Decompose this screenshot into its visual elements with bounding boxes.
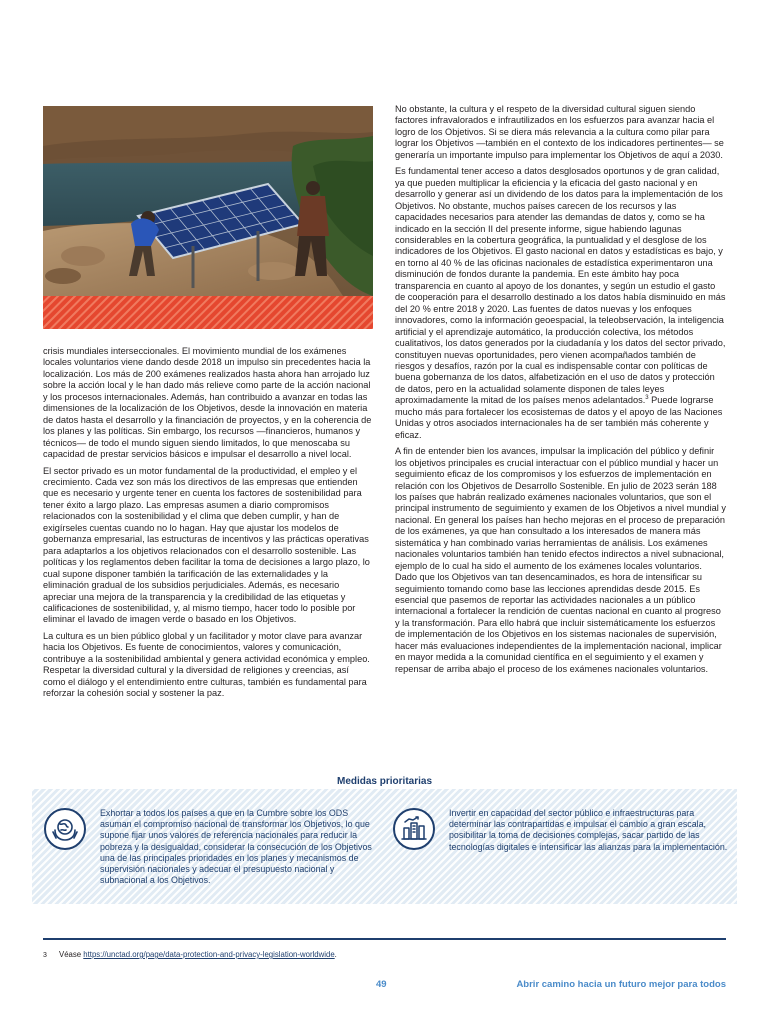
footnote-prefix: Véase	[59, 950, 84, 959]
globe-hands-icon	[44, 808, 86, 850]
footnote-number: 3	[43, 952, 47, 959]
footnote-link[interactable]: https://unctad.org/page/data-protection-and-privacy-legislation-worldwide	[83, 950, 335, 959]
city-growth-icon	[393, 808, 435, 850]
page-number: 49	[376, 979, 387, 990]
paragraph: crisis mundiales interseccionales. El movimiento mundial de los exámenes locales voluntarios viene dando desde 2018 un impulso sin precedentes hacia la localización. Los más de 200 exámenes realizados hasta ahora han arrojado luz sobre la acción local y le han dado más relieve como parte de la acción nacional y los procesos internacionales. Además, han contribuido a avanzar en todas las dimensiones de la localización de los Objetivos, desde la innovación en materia de datos hasta el desarrollo y la financiación de proyectos, y en la coherencia de los planes y las políticas. Sin embargo, los recursos —financieros, humanos y técnicos— de todo el mundo siguen siendo limitados, lo que menoscaba su capacidad de prestar servicios básicos e impulsar el desarrollo a nivel local.	[43, 346, 372, 460]
paragraph-text: Es fundamental tener acceso a datos desglosados oportunos y de gran calidad, ya que pueden multiplicar la eficiencia y la eficacia del gasto nacional y en desarrollo y generar así un dividendo de los datos para la implementación de los Objetivos. No obstante, muchos países carecen de los recursos y las capacidades necesarios para atender las demandas de datos y, como se ha indicado en la sección II del presente informe, sigue habiendo lagunas considerables en la cobertura geográfica, la puntualidad y el desglose de los indicadores de los Objetivos. El gasto nacional en datos y estadísticas es bajo, y en torno al 40 % de las oficinas nacionales de estadística experimentaron una disminución de fondos durante la pandemia. En este ámbito hay poca transparencia en cuanto al apoyo de los donantes, y según un estudio el gasto de cooperación para el desarrollo destinado a los datos había disminuido en más del 20 % entre 2018 y 2020. Las fuentes de datos nuevas y los enfoques innovadores, como la información geoespacial, la teleobservación, la inteligencia artificial y el aprendizaje automático, la producción colectiva, los métodos cualitativos, los datos generados por la ciudadanía y los datos del sector privado, constituyen nuevas oportunidades, pero vienen acompañados también de riesgos y desafíos, razón por la cual es indispensable contar con políticas de buena gobernanza de los datos, alfabetización en el uso de datos y protección de datos, pero en la actualidad solamente disponen de tales leyes aproximadamente la mitad de los países menos adelantados.	[395, 166, 726, 406]
priority-item	[393, 808, 734, 853]
paragraph: A fin de entender bien los avances, impulsar la implicación del público y definir los objetivos principales es crucial interactuar con el público mundial y hacer un seguimiento eficaz de los compromisos y los esfuerzos de implementación en relación con los Objetivos de Desarrollo Sostenible. En julio de 2023 serán 188 los países que habrán realizado exámenes nacionales voluntarios, que son el principal instrumento de seguimiento y examen de los Objetivos a nivel mundial y nacional. En general los países han hecho mejoras en el proceso de preparación de los exámenes, ya que han consultado a los interesados de manera más sistemática y han combinado varias herramientas de análisis. Los exámenes nacionales voluntarios también han tenido efectos indirectos a nivel subnacional, ejemplo de lo cual ha sido el aumento de los exámenes locales voluntarios. Dado que los Objetivos van tan desencaminados, es hora de intensificar su seguimiento tomando como base las lecciones aprendidas desde 2015. Es esencial que pasemos de reportar las actividades nacionales a un público internacional a fortalecer la rendición de cuentas nacional en cuanto al progreso y la transformación. Para ello habrá que incluir sistemáticamente los esfuerzos de implementación de los Objetivos en los sistemas nacionales de supervisión, hacer más evaluaciones independientes de la implementación nacional, implicar en mayor medida a la comunidad científica en el seguimiento y el examen y repensar de arriba abajo el proceso de los exámenes nacionales voluntarios.	[395, 446, 726, 674]
paragraph: La cultura es un bien público global y un facilitador y motor clave para avanzar hacia los Objetivos. Es fuente de conocimientos, valores y comunicación, contribuye a la sostenibilidad ambiental y genera actividad económica y empleo. Respetar la diversidad cultural y la diversidad de religiones y creencias, así como el diálogo y el entendimiento entre culturas, también es fundamental para reforzar la cohesión social y sostener la paz.	[43, 630, 370, 699]
priority-item	[44, 808, 375, 886]
footnote-divider	[43, 938, 726, 940]
right-text-column	[395, 104, 726, 680]
solar-panel-photo	[43, 106, 373, 329]
running-title: Abrir camino hacia un futuro mejor para todos	[516, 979, 726, 990]
priority-text: Exhortar a todos los países a que en la Cumbre sobre los ODS asuman el compromiso nacional de transformar los Objetivos, lo que supone fijar unos valores de referencia nacionales para reducir la pobreza y la desigualdad, considerar la consecución de los Objetivos una de las principales prioridades en los planes y mecanismos de supervisión nacionales y adecuar el presupuesto nacional y subnacional a los Objetivos.	[100, 808, 372, 886]
footnote-suffix: .	[334, 950, 337, 959]
paragraph: El sector privado es un motor fundamental de la productividad, el empleo y el crecimiento. Cada vez son más los directivos de las empresas que entienden que es necesario y urgente tener en cuenta los factores de sostenibilidad para tener éxito a largo plazo. Las empresas asumen a diario compromisos relacionados con la sostenibilidad y el clima que deben cumplir, y han de exigírseles cuentas cuando no lo hagan. Hay que ajustar los modelos de gobernanza empresarial, las estructuras de incentivos y las prácticas operativas para adaptarlos a los objetivos relacionados con el desarrollo sostenible. Las políticas y los reglamentos deben facilitar la toma de decisiones a largo plazo, lo cual supone disponer también la tarificación de las externalidades y la eliminación gradual de los subsidios perjudiciales. Además, es necesario apreciar una mejora de la transparencia y la credibilidad de las etiquetas y calificaciones de sostenibilidad, y, al mismo tiempo, hacer todo lo posible por eliminar el lavado de imagen verde o basado en los Objetivos.	[43, 465, 370, 625]
paragraph: No obstante, la cultura y el respeto de la diversidad cultural siguen siendo factores infravalorados e infrautilizados en los esfuerzos para avanzar hacia el logro de los Objetivos. Si se diera más relevancia a la cultura como pilar para lograr los Objetivos —también en el contexto de los indicadores pertinentes— se generaría un importante impulso para implementar los Objetivos de aquí a 2030.	[395, 104, 724, 160]
priorities-title: Medidas prioritarias	[336, 776, 433, 787]
left-text-column	[43, 346, 373, 705]
paragraph	[395, 166, 726, 441]
paragraph-text: Puede lograrse mucho más para fortalecer los ecosistemas de datos y el apoyo de las Naciones Unidas y otros asociados internacionales ha de ser también más coherente y eficaz.	[395, 395, 723, 440]
footnote-reference[interactable]: 3	[645, 395, 649, 402]
priority-text: Invertir en capacidad del sector público e infraestructuras para determinar las contrapartidas e impulsar el cambio a gran escala, posibilitar la toma de decisiones complejas, sacar partido de las tecnologías digitales e intensificar las alianzas para la implementación.	[449, 808, 728, 852]
footnote	[43, 950, 337, 959]
